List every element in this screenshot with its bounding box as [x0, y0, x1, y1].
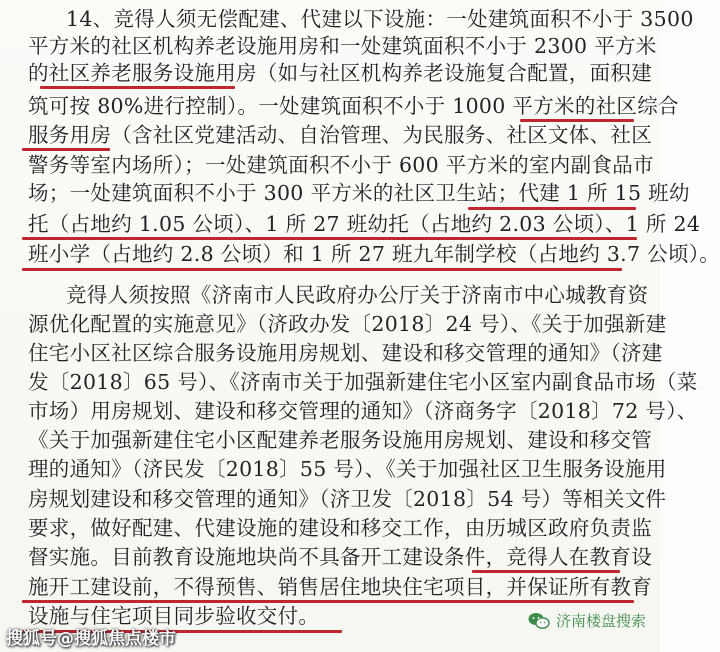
text-line: 设施与住宅项目同步验收交付。: [28, 604, 320, 628]
text-line: 督实施。目前教育设施地块尚不具备开工建设条件，竞得人在教育设: [28, 545, 652, 569]
text-line: 房规划建设和移交管理的通知》（济卫发〔2018〕54 号）等相关文件: [28, 487, 667, 511]
highlight-underline: [472, 570, 620, 573]
text-line: 源优化配置的实施意见》（济政办发〔2018〕24 号）、《关于加强新建: [28, 312, 667, 336]
text-line: 住宅小区社区综合服务设施用房规划、建设和移交管理的通知》（济建: [28, 341, 663, 365]
text-line: 竞得人须按照《济南市人民政府办公厅关于济南市中心城教育资: [66, 283, 649, 307]
text-line: 筑可按 80%进行控制）。一处建筑面积不小于 1000 平方米的社区综合: [28, 94, 679, 118]
text-line: 市场）用房规划、建设和移交管理的通知》（济商务字〔2018〕72 号）、: [28, 399, 698, 423]
text-line: 警务等室内场所）；一处建筑面积不小于 600 平方米的室内副食品市: [28, 153, 654, 177]
text-line: 平方米的社区机构养老设施用房和一处建筑面积不小于 2300 平方米: [28, 34, 657, 58]
highlight-underline: [22, 600, 634, 603]
wechat-icon: [528, 612, 550, 630]
highlight-underline: [22, 268, 622, 271]
text-line: 施开工建设前，不得预售、销售居住地块住宅项目，并保证所有教育: [28, 575, 652, 599]
text-line: 14、竞得人须无偿配建、代建以下设施：一处建筑面积不小于 3500: [66, 7, 694, 31]
watermark-right-label: 济南楼盘搜索: [555, 612, 646, 630]
text-line: 理的通知》（济民发〔2018〕55 号）、《关于加强社区卫生服务设施用: [28, 457, 667, 481]
watermark-right: [528, 610, 646, 631]
text-line: 要求，做好配建、代建设施的建设和移交工作，由历城区政府负责监: [28, 516, 652, 540]
text-line: 场；一处建筑面积不小于 300 平方米的社区卫生站；代建 1 所 15 班幼: [28, 181, 690, 205]
highlight-underline: [22, 148, 110, 151]
text-line: 的社区养老服务设施用房（如与社区机构养老设施复合配置，面积建: [28, 61, 652, 85]
text-line: 服务用房（含社区党建活动、自治管理、为民服务、社区文体、社区: [28, 123, 652, 147]
highlight-underline: [520, 119, 634, 122]
text-line: 班小学（占地约 2.8 公顷）和 1 所 27 班九年制学校（占地约 3.7 公顷）。: [28, 242, 720, 266]
highlight-underline: [22, 237, 637, 240]
text-line: 托（占地约 1.05 公顷）、1 所 27 班幼托（占地约 2.03 公顷）、1 所 24: [28, 212, 701, 236]
text-line: 发〔2018〕65 号）、《济南市关于加强新建住宅小区室内副食品市场（菜: [28, 370, 698, 394]
watermark-left: 搜狐号@搜狐焦点楼市: [6, 629, 176, 649]
text-line: 《关于加强新建住宅小区配建养老服务设施用房规划、建设和移交管: [28, 428, 652, 452]
highlight-underline: [40, 86, 235, 89]
highlight-underline: [468, 207, 636, 210]
